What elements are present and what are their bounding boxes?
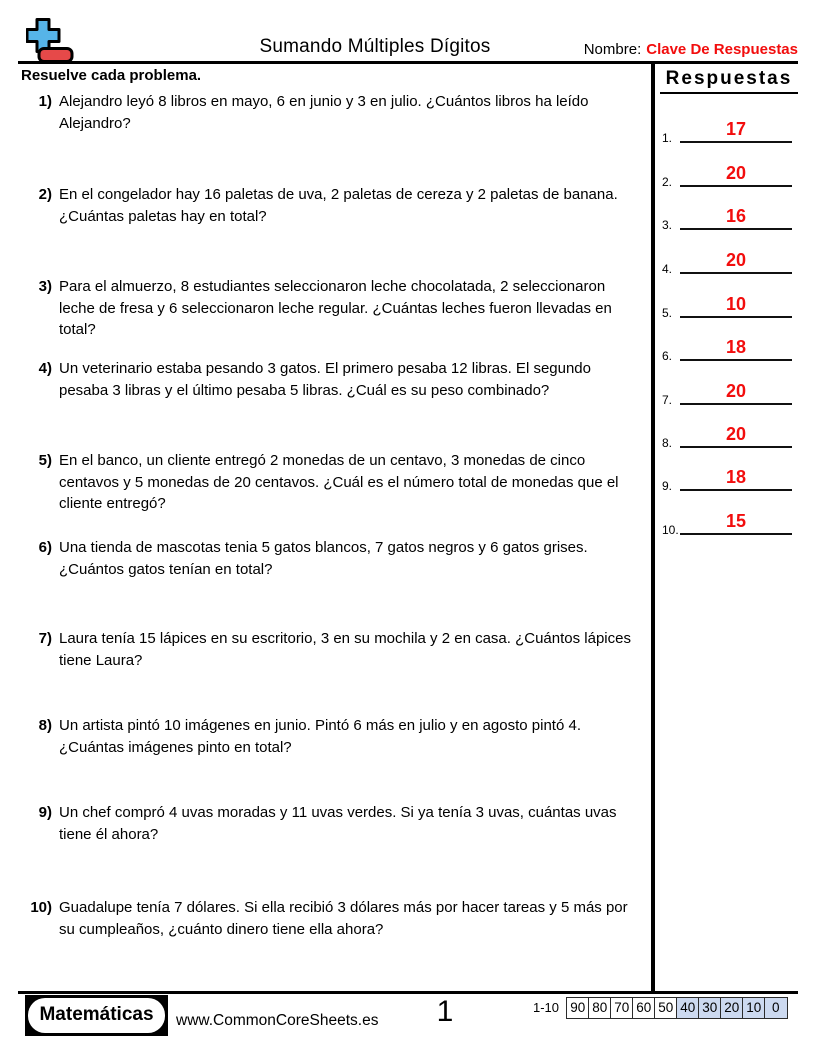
score-cell: 90 (566, 997, 590, 1019)
answer-number: 1. (662, 131, 673, 145)
answer-line (680, 359, 792, 361)
answer-value: 18 (725, 337, 747, 357)
answer-number: 5. (662, 306, 673, 320)
problem-number: 2) (38, 186, 52, 203)
problem-item (22, 715, 636, 758)
score-cell: 10 (742, 997, 766, 1019)
answer-value: 20 (725, 163, 747, 183)
answer-value: 20 (725, 250, 747, 270)
problem-text: Un chef compró 4 uvas moradas y 11 uvas verdes. Si ya tenía 3 uvas, cuántas uvas tiene él ahora? (59, 804, 617, 843)
answer-row (658, 334, 798, 361)
problem-item (22, 358, 636, 401)
answer-number: 4. (662, 262, 673, 276)
problem-text: Un veterinario estaba pesando 3 gatos. El primero pesaba 12 libras. El segundo pesaba 3 libras y el último pesaba 5 libras. ¿Cuál es su peso combinado? (59, 360, 591, 399)
answer-number: 7. (662, 393, 673, 407)
score-cell: 50 (654, 997, 678, 1019)
score-cell: 30 (698, 997, 722, 1019)
problem-text: En el banco, un cliente entregó 2 monedas de un centavo, 3 monedas de cinco centavos y 5 monedas de 20 centavos. ¿Cuál es el número total de monedas que el cliente entregó? (59, 452, 619, 512)
answer-row (658, 291, 798, 318)
page-title: Sumando Múltiples Dígitos (259, 36, 491, 57)
answer-row (658, 160, 798, 187)
score-cell: 80 (588, 997, 612, 1019)
answer-line (680, 403, 792, 405)
answer-line (680, 141, 792, 143)
answer-value: 15 (725, 511, 747, 531)
answer-number: 10. (662, 523, 679, 537)
answer-row (658, 247, 798, 274)
answer-row (658, 508, 798, 535)
answer-line (680, 228, 792, 230)
problem-item (22, 91, 636, 134)
answer-row (658, 116, 798, 143)
score-cell: 20 (720, 997, 744, 1019)
name-value: Clave De Respuestas (646, 41, 798, 58)
answer-line (680, 185, 792, 187)
problem-text: En el congelador hay 16 paletas de uva, 2 paletas de cereza y 2 paletas de banana. ¿Cuántas paletas hay en total? (59, 186, 618, 225)
answer-value: 16 (725, 206, 747, 226)
answer-value: 10 (725, 294, 747, 314)
problem-item (22, 276, 636, 341)
problem-text: Para el almuerzo, 8 estudiantes seleccionaron leche chocolatada, 2 seleccionaron leche de fresa y 6 seleccionaron leche regular. ¿Cuántas leches fueron llevadas en total? (59, 278, 612, 338)
problem-item (22, 802, 636, 845)
problem-number: 9) (38, 804, 52, 821)
answer-value: 20 (725, 424, 747, 444)
problem-text: Laura tenía 15 lápices en su escritorio, 3 en su mochila y 2 en casa. ¿Cuántos lápices tiene Laura? (59, 630, 631, 669)
problem-text: Una tienda de mascotas tenia 5 gatos blancos, 7 gatos negros y 6 gatos grises. ¿Cuántos gatos tenían en total? (59, 539, 588, 578)
problem-number: 1) (38, 93, 52, 110)
answer-line (680, 489, 792, 491)
answers-divider (651, 64, 655, 992)
answer-number: 6. (662, 349, 673, 363)
score-cell: 0 (764, 997, 788, 1019)
answer-value: 17 (725, 119, 747, 139)
problem-number: 8) (38, 717, 52, 734)
problem-text: Alejandro leyó 8 libros en mayo, 6 en junio y 3 en julio. ¿Cuántos libros ha leído Alejandro? (59, 93, 589, 132)
score-strip (533, 997, 788, 1019)
footer-rule (18, 991, 798, 994)
problem-number: 10) (30, 899, 52, 916)
answer-line (680, 446, 792, 448)
answer-row (658, 464, 798, 491)
answers-title: Respuestas (660, 68, 798, 94)
answer-value: 20 (725, 381, 747, 401)
instruction-text: Resuelve cada problema. (21, 67, 202, 84)
score-cell: 60 (632, 997, 656, 1019)
site-url: www.CommonCoreSheets.es (176, 1012, 379, 1029)
problem-item (22, 628, 636, 671)
answer-number: 3. (662, 218, 673, 232)
problem-item (22, 537, 636, 580)
score-cell: 70 (610, 997, 634, 1019)
answer-row (658, 421, 798, 448)
score-cell: 40 (676, 997, 700, 1019)
problem-item (22, 184, 636, 227)
footer-brand-badge (25, 995, 168, 1036)
problem-item (22, 450, 636, 515)
header-rule (18, 61, 798, 64)
problem-number: 4) (38, 360, 52, 377)
answer-number: 9. (662, 479, 673, 493)
answer-number: 8. (662, 436, 673, 450)
score-range-label: 1-10 (533, 1000, 560, 1015)
answer-number: 2. (662, 175, 673, 189)
problem-number: 6) (38, 539, 52, 556)
answer-row (658, 378, 798, 405)
problem-number: 5) (38, 452, 52, 469)
problem-number: 3) (38, 278, 52, 295)
name-row (584, 41, 798, 58)
name-label: Nombre: (583, 41, 642, 58)
problem-text: Guadalupe tenía 7 dólares. Si ella recibió 3 dólares más por hacer tareas y 5 más por su cumpleaños, ¿cuánto dinero tiene ella ahora? (59, 899, 628, 938)
problem-number: 7) (38, 630, 52, 647)
answer-value: 18 (725, 467, 747, 487)
answer-row (658, 203, 798, 230)
answer-line (680, 272, 792, 274)
brand-label: Matemáticas (28, 998, 165, 1033)
problem-text: Un artista pintó 10 imágenes en junio. Pintó 6 más en julio y en agosto pintó 4. ¿Cuántas imágenes pinto en total? (59, 717, 581, 756)
problem-item (22, 897, 636, 940)
answer-line (680, 533, 792, 535)
page-number: 1 (436, 995, 454, 1028)
answer-line (680, 316, 792, 318)
